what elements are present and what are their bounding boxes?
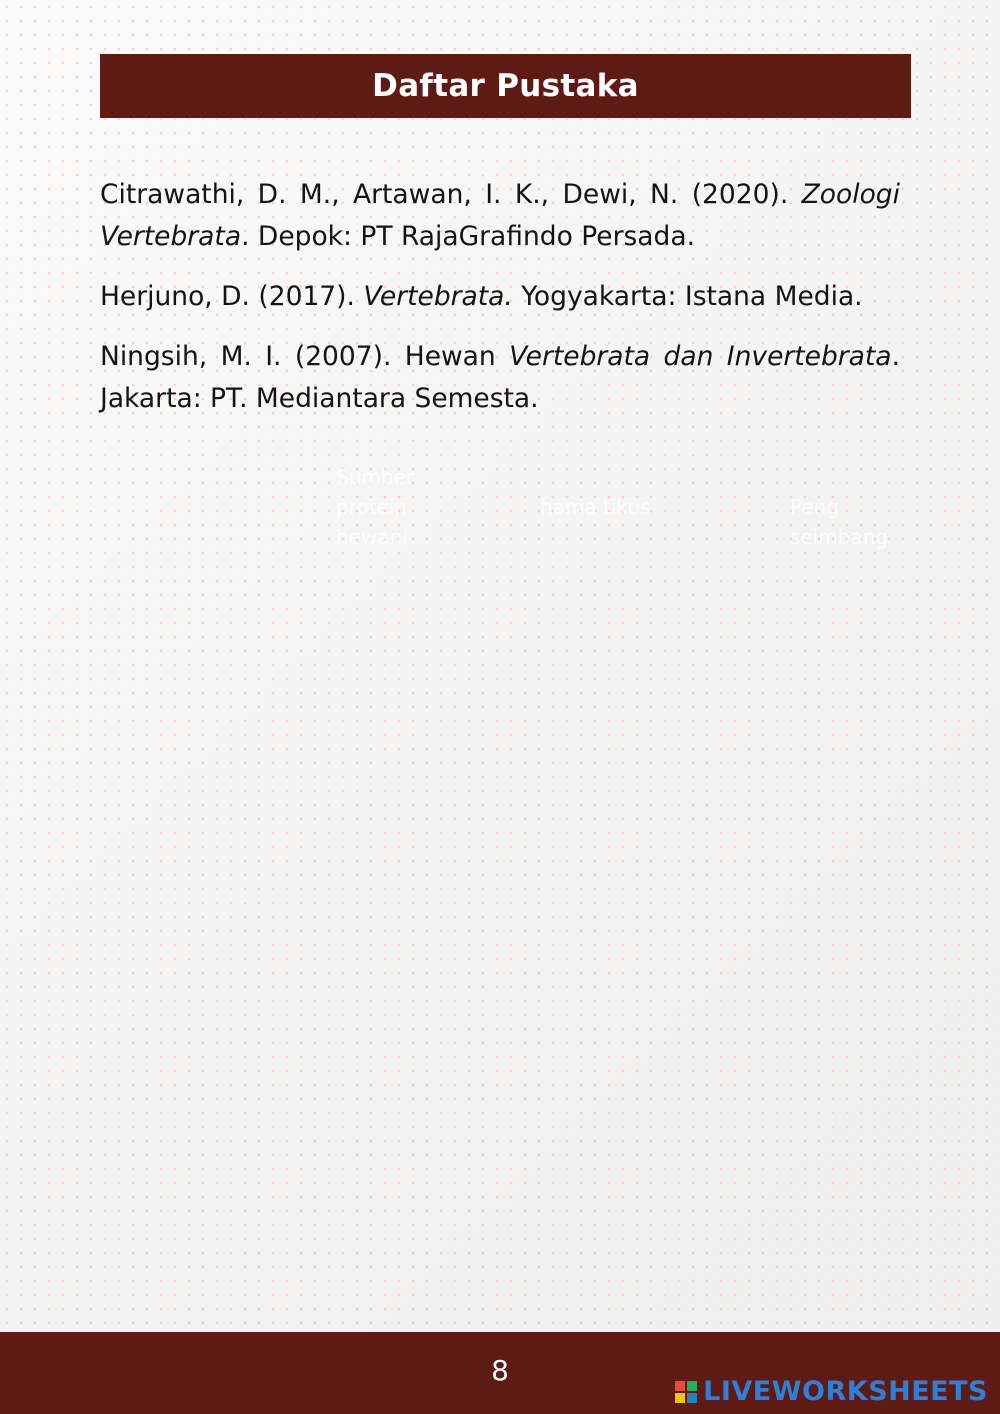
logo-square bbox=[687, 1381, 697, 1391]
reference-publisher: . Depok: PT RajaGrafindo Persada. bbox=[241, 221, 695, 252]
reference-text: Ningsih, M. I. (2007). Hewan bbox=[100, 341, 510, 372]
faint-text: seimbang bbox=[790, 525, 889, 549]
title-banner bbox=[100, 54, 911, 118]
faint-text: Peng bbox=[790, 495, 840, 519]
faint-text-block-2 bbox=[540, 492, 651, 522]
reference-item bbox=[100, 276, 900, 318]
faint-text: Sumber bbox=[336, 465, 415, 489]
logo-square bbox=[687, 1393, 697, 1403]
reference-title: Zoologi Vertebrata bbox=[100, 179, 900, 252]
reference-item bbox=[100, 174, 900, 258]
brand-name: LIVEWORKSHEETS bbox=[703, 1376, 988, 1407]
liveworksheets-brand[interactable] bbox=[675, 1376, 988, 1407]
faint-text: hama tikus bbox=[540, 495, 651, 519]
faint-text: hewani bbox=[336, 525, 408, 549]
reference-publisher: Yogyakarta: Istana Media. bbox=[512, 281, 863, 312]
reference-title: Vertebrata dan Invertebrata bbox=[509, 341, 892, 372]
faint-text-block-3 bbox=[790, 492, 888, 552]
reference-list bbox=[100, 174, 900, 438]
reference-item bbox=[100, 336, 900, 420]
page-title: Daftar Pustaka bbox=[372, 68, 639, 104]
reference-text: Herjuno, D. (2017). bbox=[100, 281, 364, 312]
reference-title: Vertebrata. bbox=[363, 281, 513, 312]
logo-square bbox=[675, 1393, 685, 1403]
page-number: 8 bbox=[491, 1354, 509, 1387]
logo-square bbox=[675, 1381, 685, 1391]
faint-text-block-1 bbox=[336, 462, 414, 552]
faint-text: protein bbox=[336, 495, 408, 519]
liveworksheets-logo-icon bbox=[675, 1381, 697, 1403]
reference-text: Citrawathi, D. M., Artawan, I. K., Dewi, N. (2020). bbox=[100, 179, 802, 210]
reference-publisher: . Jakarta: PT. Mediantara Semesta. bbox=[100, 341, 900, 414]
